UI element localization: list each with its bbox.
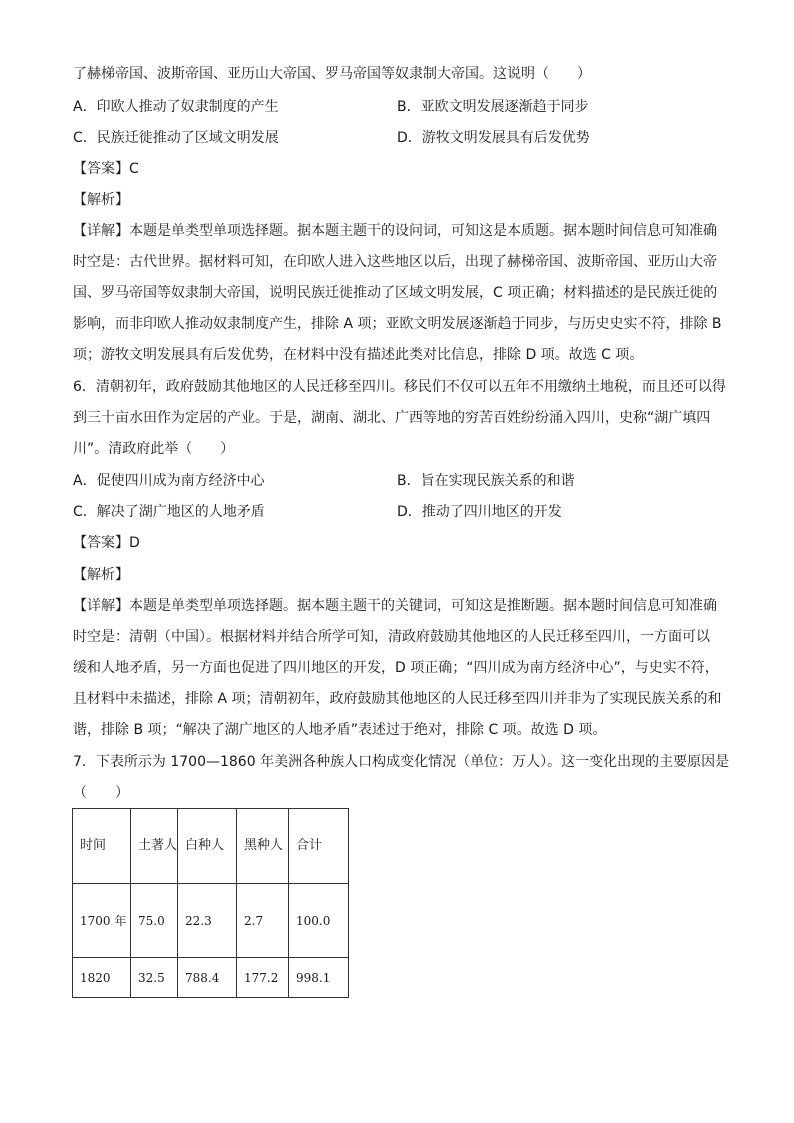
header-cell-total: 合计 [289, 809, 349, 884]
q6-detail-line-3: 缓和人地矛盾，另一方面也促进了四川地区的开发，D 项正确；“四川成为南方经济中心”，与史实不符， [73, 660, 719, 676]
q6-detail-line-2: 时空是：清朝（中国）。根据材料并结合所学可知，清政府鼓励其他地区的人民迁移至四川，一方面可以 [73, 629, 710, 645]
table-header-row [73, 809, 349, 884]
q5-option-b: B．亚欧文明发展逐渐趋于同步 [397, 99, 589, 115]
q6-analysis-title: 【解析】 [73, 567, 129, 583]
row-1700-total: 100.0 [289, 884, 349, 958]
q6-detail-line-4: 且材料中未描述，排除 A 项；清朝初年，政府鼓励其他地区的人民迁移至四川并非为了实现民族关系的和 [73, 691, 722, 707]
q5-option-a: A．印欧人推动了奴隶制度的产生 [73, 99, 279, 115]
population-table [72, 808, 349, 998]
header-cell-white: 白种人 [178, 809, 237, 884]
q5-option-d: D．游牧文明发展具有后发优势 [397, 130, 590, 146]
q6-stem-line-3: 川”。清政府此举（ ） [73, 441, 235, 457]
header-cell-time: 时间 [73, 809, 131, 884]
table-row [73, 958, 349, 998]
header-cell-black: 黑种人 [237, 809, 289, 884]
q5-analysis-title: 【解析】 [73, 192, 129, 208]
q5-detail-line-4: 影响，而非印欧人推动奴隶制度产生，排除 A 项；亚欧文明发展逐渐趋于同步，与历史史实不符，排除 B [73, 316, 722, 332]
q6-option-b: B．旨在实现民族关系的和谐 [397, 473, 575, 489]
q5-stem: 了赫梯帝国、波斯帝国、亚历山大帝国、罗马帝国等奴隶制大帝国。这说明（ ） [73, 66, 591, 82]
q6-option-d: D．推动了四川地区的开发 [397, 504, 562, 520]
table-row [73, 884, 349, 958]
q6-stem-line-1: 6．清朝初年，政府鼓励其他地区的人民迁移至四川。移民们不仅可以五年不用缴纳土地税，而且还可以得 [73, 379, 726, 395]
q5-detail-line-1: 【详解】本题是单类型单项选择题。据本题主题干的设问词，可知这是本质题。据本题时间信息可知准确 [73, 223, 717, 239]
row-1820-total: 998.1 [289, 958, 349, 998]
header-cell-native: 土著人 [131, 809, 178, 884]
row-1700-native: 75.0 [131, 884, 178, 958]
row-1700-black: 2.7 [237, 884, 289, 958]
q6-option-c: C．解决了湖广地区的人地矛盾 [73, 504, 265, 520]
q5-answer: 【答案】C [73, 161, 139, 177]
q6-detail-line-5: 谐，排除 B 项；“解决了湖广地区的人地矛盾”表述过于绝对，排除 C 项。故选 D 项。 [73, 722, 607, 738]
row-1820-native: 32.5 [131, 958, 178, 998]
q6-detail-line-1: 【详解】本题是单类型单项选择题。据本题主题干的关键词，可知这是推断题。据本题时间信息可知准确 [73, 598, 717, 614]
q5-detail-line-2: 时空是：古代世界。据材料可知，在印欧人进入这些地区以后，出现了赫梯帝国、波斯帝国、亚历山大帝 [73, 254, 717, 270]
q6-option-a: A．促使四川成为南方经济中心 [73, 473, 265, 489]
q5-option-c: C．民族迁徙推动了区域文明发展 [73, 130, 279, 146]
row-1820-time: 1820 [73, 958, 131, 998]
row-1820-black: 177.2 [237, 958, 289, 998]
q6-stem-line-2: 到三十亩水田作为定居的产业。于是，湖南、湖北、广西等地的穷苦百姓纷纷涌入四川，史称“湖广填四 [73, 410, 711, 426]
q6-answer: 【答案】D [73, 535, 140, 551]
q7-stem-line-1: 7．下表所示为 1700—1860 年美洲各种族人口构成变化情况（单位：万人）。这一变化出现的主要原因是 [73, 754, 730, 770]
q7-stem-line-2: （ ） [73, 785, 129, 801]
row-1700-white: 22.3 [178, 884, 237, 958]
row-1700-time: 1700 年 [73, 884, 131, 958]
q5-detail-line-3: 国、罗马帝国等奴隶制大帝国，说明民族迁徙推动了区域文明发展，C 项正确；材料描述的是民族迁徙的 [73, 285, 718, 301]
q5-detail-line-5: 项；游牧文明发展具有后发优势，在材料中没有描述此类对比信息，排除 D 项。故选 C 项。 [73, 347, 644, 363]
row-1820-white: 788.4 [178, 958, 237, 998]
